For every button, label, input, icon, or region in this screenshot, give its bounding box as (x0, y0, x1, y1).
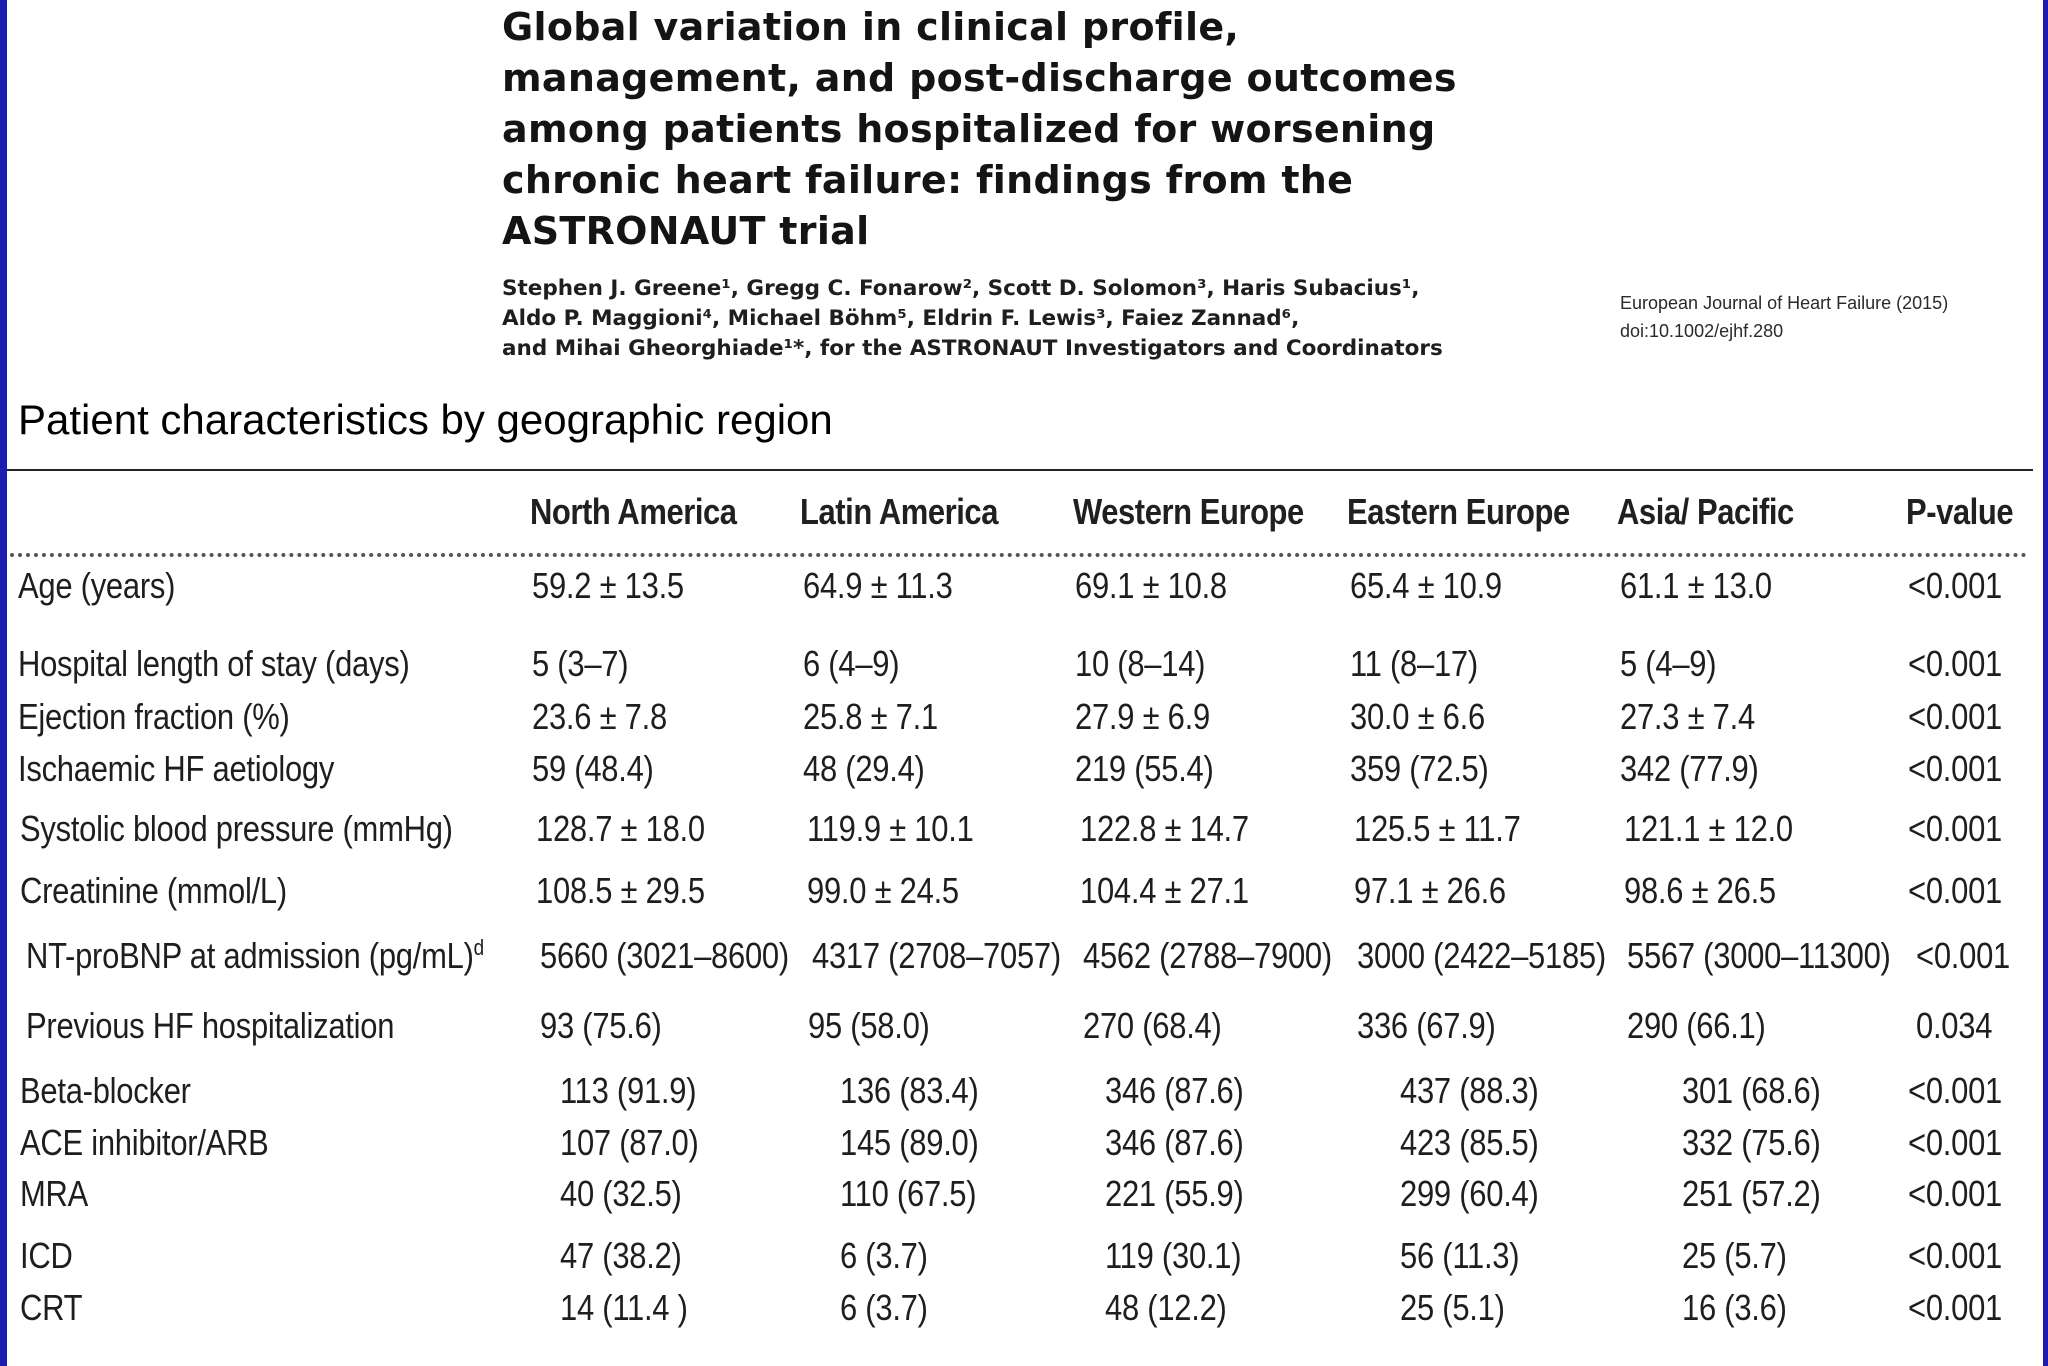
table-cell: 6 (3.7) (840, 1287, 928, 1328)
table-cell: 4317 (2708–7057) (812, 935, 1061, 976)
table-cell: 27.3 ± 7.4 (1620, 696, 1755, 737)
table-cell: 221 (55.9) (1105, 1173, 1244, 1214)
table-cell: 107 (87.0) (560, 1122, 699, 1163)
table-cell: 359 (72.5) (1350, 748, 1489, 789)
table-cell: 219 (55.4) (1075, 748, 1214, 789)
table-cell: 251 (57.2) (1682, 1173, 1821, 1214)
table-cell: <0.001 (1908, 1173, 2003, 1214)
row-label (18, 565, 175, 607)
table-cell: 110 (67.5) (840, 1173, 977, 1214)
table-cell: 270 (68.4) (1083, 1005, 1222, 1046)
row-label-text: Systolic blood pressure (mmHg) (20, 808, 453, 849)
row-label-text: ICD (20, 1235, 73, 1276)
row-label-text: Hospital length of stay (days) (18, 643, 410, 684)
table-cell: 299 (60.4) (1400, 1173, 1539, 1214)
journal-citation (1620, 289, 1948, 345)
table-cell: 290 (66.1) (1627, 1005, 1766, 1046)
table-cell: 95 (58.0) (808, 1005, 930, 1046)
header-dotted-divider (10, 553, 2028, 557)
table-cell: 14 (11.4 ) (560, 1287, 688, 1328)
table-cell: 48 (29.4) (803, 748, 925, 789)
table-cell: 0.034 (1916, 1005, 1993, 1046)
right-accent-bar (2043, 0, 2048, 1366)
row-label (18, 643, 410, 685)
table-cell: 61.1 ± 13.0 (1620, 565, 1772, 606)
table-cell: 65.4 ± 10.9 (1350, 565, 1502, 606)
table-cell: 423 (85.5) (1400, 1122, 1539, 1163)
row-label-text: Previous HF hospitalization (26, 1005, 395, 1046)
row-label (20, 808, 453, 850)
table-cell: 336 (67.9) (1357, 1005, 1496, 1046)
slide-heading: Patient characteristics by geographic region (18, 396, 833, 443)
table-cell: 5 (4–9) (1620, 643, 1717, 684)
journal-name: European Journal of Heart Failure (2015) (1620, 293, 1949, 313)
table-cell: 64.9 ± 11.3 (803, 565, 953, 606)
row-label-text: Creatinine (mmol/L) (20, 870, 287, 911)
table-cell: 301 (68.6) (1682, 1070, 1821, 1111)
footnote-marker: d (473, 935, 484, 960)
table-top-rule (7, 469, 2033, 471)
table-cell: 136 (83.4) (840, 1070, 979, 1111)
paper-title-line: management, and post-discharge outcomes (502, 56, 1457, 100)
table-cell: 16 (3.6) (1682, 1287, 1787, 1328)
column-header: Western Europe (1073, 491, 1304, 532)
row-label (26, 1005, 394, 1047)
table-cell: 25 (5.1) (1400, 1287, 1505, 1328)
table-cell: 121.1 ± 12.0 (1624, 808, 1793, 849)
author-line: and Mihai Gheorghiade¹*, for the ASTRONAUT Investigators and Coordinators (502, 336, 1443, 361)
table-cell: 93 (75.6) (540, 1005, 662, 1046)
column-header: Asia/ Pacific (1617, 491, 1794, 532)
table-cell: 437 (88.3) (1400, 1070, 1539, 1111)
table-cell: 10 (8–14) (1075, 643, 1206, 684)
row-label (18, 748, 334, 790)
row-label (20, 1122, 269, 1164)
paper-title (502, 2, 1582, 257)
table-cell: 4562 (2788–7900) (1083, 935, 1332, 976)
row-label (20, 1173, 88, 1215)
column-header: Eastern Europe (1347, 491, 1570, 532)
paper-title-line: ASTRONAUT trial (502, 209, 870, 253)
table-cell: 25.8 ± 7.1 (803, 696, 938, 737)
row-label-text: Ischaemic HF aetiology (18, 748, 335, 789)
table-cell: <0.001 (1908, 1070, 2003, 1111)
row-label (20, 870, 287, 912)
column-header: P-value (1906, 491, 2014, 532)
table-cell: 128.7 ± 18.0 (536, 808, 705, 849)
table-cell: 3000 (2422–5185) (1357, 935, 1606, 976)
table-cell: <0.001 (1908, 696, 2003, 737)
row-label-text: Beta-blocker (20, 1070, 191, 1111)
table-cell: <0.001 (1908, 643, 2003, 684)
table-cell: 119 (30.1) (1105, 1235, 1242, 1276)
table-cell: 25 (5.7) (1682, 1235, 1787, 1276)
table-cell: <0.001 (1908, 1122, 2003, 1163)
table-cell: <0.001 (1916, 935, 2011, 976)
table-cell: 108.5 ± 29.5 (536, 870, 705, 911)
table-cell: 56 (11.3) (1400, 1235, 1520, 1276)
row-label-text: ACE inhibitor/ARB (20, 1122, 269, 1163)
table-cell: 27.9 ± 6.9 (1075, 696, 1210, 737)
table-cell: 5 (3–7) (532, 643, 629, 684)
row-label-text: MRA (20, 1173, 89, 1214)
table-cell: 332 (75.6) (1682, 1122, 1821, 1163)
table-cell: 145 (89.0) (840, 1122, 979, 1163)
row-label-text: CRT (20, 1287, 83, 1328)
table-cell: 48 (12.2) (1105, 1287, 1227, 1328)
table-cell: 5660 (3021–8600) (540, 935, 789, 976)
table-cell: 113 (91.9) (560, 1070, 697, 1111)
table-cell: 122.8 ± 14.7 (1080, 808, 1249, 849)
table-cell: 99.0 ± 24.5 (807, 870, 959, 911)
table-cell: 23.6 ± 7.8 (532, 696, 667, 737)
table-cell: 98.6 ± 26.5 (1624, 870, 1776, 911)
row-label (18, 696, 290, 738)
doi: doi:10.1002/ejhf.280 (1620, 321, 1784, 341)
column-header: Latin America (800, 491, 999, 532)
table-cell: 125.5 ± 11.7 (1354, 808, 1521, 849)
table-cell: 342 (77.9) (1620, 748, 1759, 789)
row-label (26, 935, 484, 977)
paper-title-line: Global variation in clinical profile, (502, 5, 1240, 49)
table-cell: 69.1 ± 10.8 (1075, 565, 1227, 606)
table-cell: <0.001 (1908, 1235, 2003, 1276)
table-cell: 346 (87.6) (1105, 1070, 1244, 1111)
table-cell: <0.001 (1908, 870, 2003, 911)
table-cell: 6 (3.7) (840, 1235, 928, 1276)
table-cell: 119.9 ± 10.1 (807, 808, 974, 849)
table-cell: 30.0 ± 6.6 (1350, 696, 1485, 737)
table-cell: 104.4 ± 27.1 (1080, 870, 1249, 911)
table-cell: 97.1 ± 26.6 (1354, 870, 1506, 911)
table-cell: 59.2 ± 13.5 (532, 565, 684, 606)
table-cell: 40 (32.5) (560, 1173, 682, 1214)
table-cell: 6 (4–9) (803, 643, 900, 684)
row-label (20, 1287, 82, 1329)
author-line: Aldo P. Maggioni⁴, Michael Böhm⁵, Eldrin F. Lewis³, Faiez Zannad⁶, (502, 306, 1300, 331)
author-line: Stephen J. Greene¹, Gregg C. Fonarow², Scott D. Solomon³, Haris Subacius¹, (502, 276, 1420, 301)
table-cell: <0.001 (1908, 808, 2003, 849)
row-label-text: Ejection fraction (%) (18, 696, 290, 737)
table-cell: <0.001 (1908, 565, 2003, 606)
table-cell: <0.001 (1908, 1287, 2003, 1328)
table-cell: 47 (38.2) (560, 1235, 682, 1276)
paper-title-line: among patients hospitalized for worsening (502, 107, 1436, 151)
row-label-text: Age (years) (18, 565, 176, 606)
table-cell: 346 (87.6) (1105, 1122, 1244, 1163)
paper-title-line: chronic heart failure: findings from the (502, 158, 1354, 202)
left-accent-bar (0, 0, 7, 1366)
table-cell: 5567 (3000–11300) (1627, 935, 1891, 976)
column-header: North America (530, 491, 737, 532)
row-label (20, 1235, 73, 1277)
author-list (502, 274, 1602, 364)
table-cell: <0.001 (1908, 748, 2003, 789)
table-cell: 11 (8–17) (1350, 643, 1478, 684)
row-label (20, 1070, 191, 1112)
table-cell: 59 (48.4) (532, 748, 654, 789)
row-label-text: NT-proBNP at admission (pg/mL) (26, 935, 474, 976)
